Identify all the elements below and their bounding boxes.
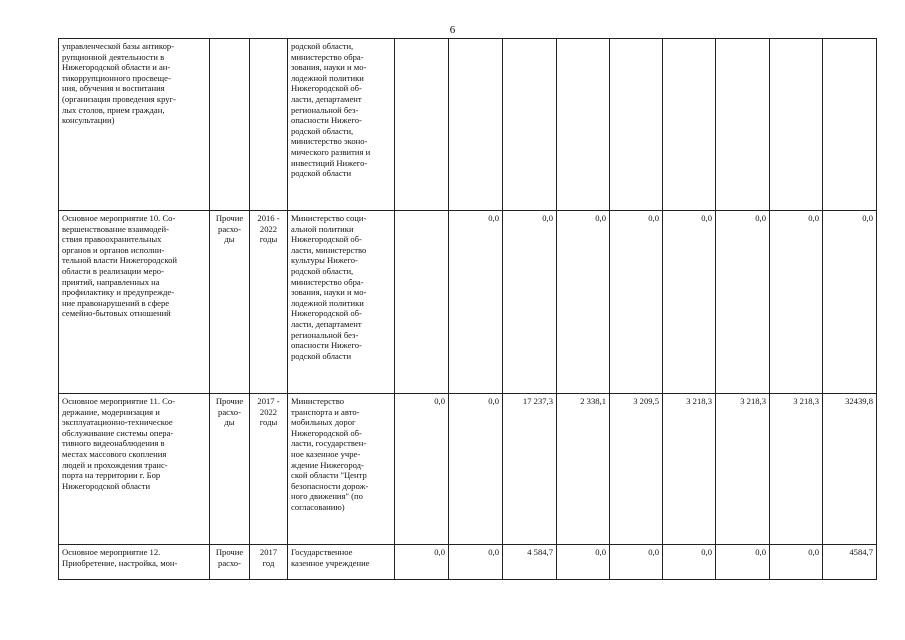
funding-value xyxy=(449,39,503,211)
funding-value: 0,0 xyxy=(663,545,716,580)
funding-value: 0,0 xyxy=(449,211,503,394)
measure-description: Основное мероприятие 10. Со- вершенствование взаимодей- ствия правоохранительных органов и органов исполни- тельной власти Нижегородской области в реализации меро- приятий, направленных на профилактику и предупрежде- ние правонарушений в сфере семейно-бытовых отношений xyxy=(59,211,210,394)
table-row xyxy=(59,545,877,580)
funding-value: 3 218,3 xyxy=(770,394,823,545)
measures-table xyxy=(58,38,877,580)
funding-value: 0,0 xyxy=(770,545,823,580)
page-number: 6 xyxy=(449,24,456,36)
measure-description: управленческой базы антикор- рупционной деятельности в Нижегородской области и ан- тикоррупционного просвеще- ния, обучения и воспитания (организация проведения круг- лых столов, прием граждан, консультации) xyxy=(59,39,210,211)
responsible-executor: Министерство транспорта и авто- мобильных дорог Нижегородской об- ласти, государствен- ное казенное учре- ждение Нижегород- ской области "Центр безопасности дорож- ного движения" (по согласованию) xyxy=(288,394,395,545)
table-row xyxy=(59,394,877,545)
expense-type xyxy=(210,39,250,211)
funding-value: 0,0 xyxy=(449,545,503,580)
funding-value: 0,0 xyxy=(716,211,770,394)
funding-value xyxy=(770,39,823,211)
funding-value: 17 237,3 xyxy=(503,394,557,545)
funding-value: 32439,8 xyxy=(823,394,877,545)
table-body xyxy=(59,39,877,580)
funding-value: 3 218,3 xyxy=(716,394,770,545)
table-row xyxy=(59,211,877,394)
funding-value: 0,0 xyxy=(663,211,716,394)
expense-type: Прочие расхо- ды xyxy=(210,394,250,545)
funding-value: 0,0 xyxy=(610,211,663,394)
table-row xyxy=(59,39,877,211)
funding-value xyxy=(610,39,663,211)
funding-value: 0,0 xyxy=(557,211,610,394)
funding-value xyxy=(823,39,877,211)
funding-value: 4584,7 xyxy=(823,545,877,580)
expense-type: Прочие расхо- xyxy=(210,545,250,580)
period xyxy=(250,39,288,211)
funding-value xyxy=(503,39,557,211)
funding-value xyxy=(395,211,449,394)
funding-value: 4 584,7 xyxy=(503,545,557,580)
funding-value: 0,0 xyxy=(503,211,557,394)
funding-value: 0,0 xyxy=(716,545,770,580)
measure-description: Основное мероприятие 11. Со- держание, модернизация и эксплуатационно-техническое обслуживание системы опера- тивного видеонаблюдения в местах массового скопления людей и прохождения транс- порта на территории г. Бор Нижегородской области xyxy=(59,394,210,545)
funding-value xyxy=(716,39,770,211)
funding-value: 3 209,5 xyxy=(610,394,663,545)
period: 2017 - 2022 годы xyxy=(250,394,288,545)
funding-value: 2 338,1 xyxy=(557,394,610,545)
funding-value: 0,0 xyxy=(557,545,610,580)
measure-description: Основное мероприятие 12. Приобретение, настройка, мон- xyxy=(59,545,210,580)
funding-value: 0,0 xyxy=(823,211,877,394)
funding-value: 0,0 xyxy=(449,394,503,545)
period: 2017 год xyxy=(250,545,288,580)
funding-value xyxy=(395,39,449,211)
funding-value xyxy=(663,39,716,211)
funding-value: 0,0 xyxy=(770,211,823,394)
funding-value: 0,0 xyxy=(395,394,449,545)
period: 2016 - 2022 годы xyxy=(250,211,288,394)
responsible-executor: Министерство соци- альной политики Нижегородской об- ласти, министерство культуры Нижего- родской области, министерство обра- зования, науки и мо- лодежной политики Нижегородской об- ласти, департамент региональной без- опасности Нижего- родской области xyxy=(288,211,395,394)
funding-value: 0,0 xyxy=(395,545,449,580)
funding-value xyxy=(557,39,610,211)
responsible-executor: Государственное казенное учреждение xyxy=(288,545,395,580)
responsible-executor: родской области, министерство обра- зования, науки и мо- лодежной политики Нижегородской об- ласти, департамент региональной без- опасности Нижего- родской области, министерство эконо- мического развития и инвестиций Нижего- родской области xyxy=(288,39,395,211)
funding-value: 0,0 xyxy=(610,545,663,580)
expense-type: Прочие расхо- ды xyxy=(210,211,250,394)
funding-value: 3 218,3 xyxy=(663,394,716,545)
